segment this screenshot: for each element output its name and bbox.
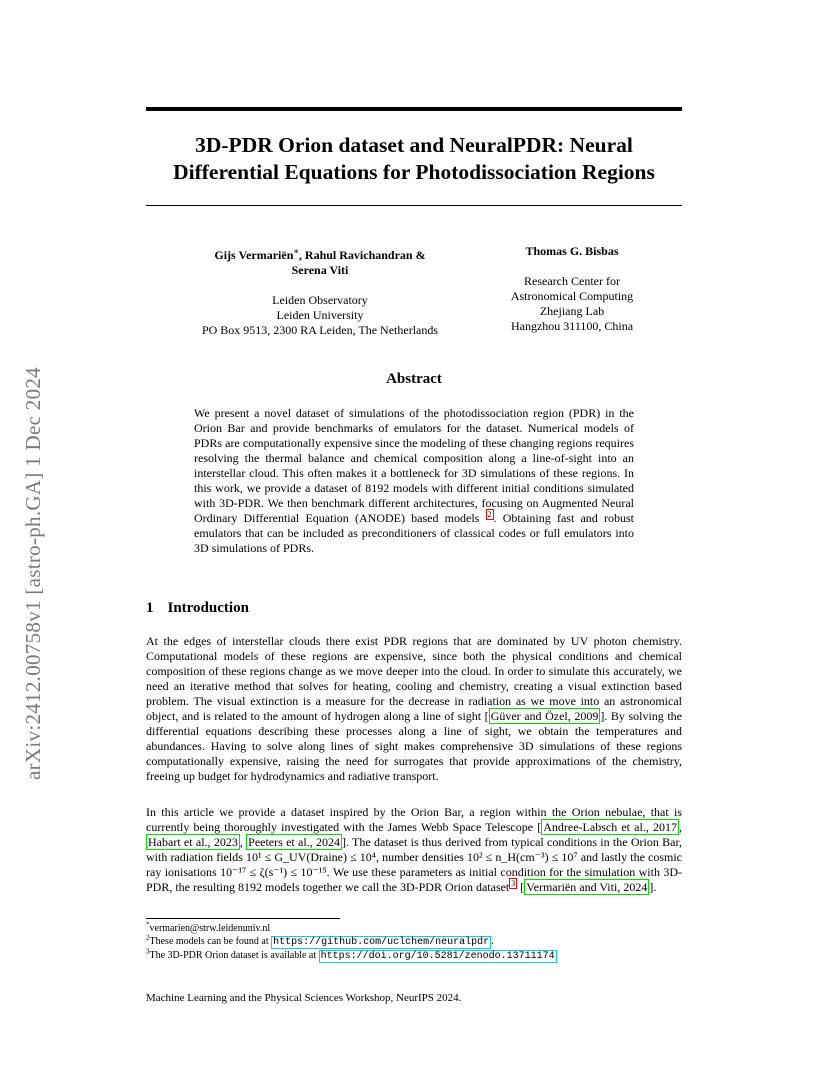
affiliation-line: Leiden University xyxy=(276,308,364,322)
author-name: Thomas G. Bisbas xyxy=(525,244,619,258)
abstract-text: We present a novel dataset of simulations of the photodissociation region (PDR) in the Orion Bar and provide benchmarks of emulators for the dataset. Numerical models of PDRs are computationally expensive since the modeling of these changing regions requires resolving the thermal balance and chemical composition along a line-of-sight into an interstellar cloud. This often makes it a bottleneck for 3D simulations of these regions. In this work, we provide a dataset of 8192 models with different initial conditions simulated with 3D-PDR. We then benchmark different architectures, focusing on Augmented Neural Ordinary Differential Equation (ANODE) based models $^2$ . Obtaining fast and robust emulators that can be included as preconditioners of classical codes or full emulators into 3D simulations of PDRs. xyxy=(194,406,634,555)
footnote: *vermarien@strw.leidenuniv.nl xyxy=(146,920,271,934)
paragraph: At the edges of interstellar clouds there exist PDR regions that are dominated by UV photon chemistry. Computational models of these regions are expensive, since both the physical conditions and chemical composition of these regions change as we move deeper into the cloud. In order to simulate this accurately, we need an iterative method that solves for heating, cooling and chemistry, creating a visual extinction based problem. The visual extinction is a measure for the decrease in radiation as we move into an astronomical object, and is related to the amount of hydrogen along a line of sight [ Güver and Özel, 2009 ]. By solving the differential equations describing these processes along a line of sight, we obtain the temperatures and abundances. Having to solve along lines of sight makes comprehensive 3D simulations of these regions computationally expensive, raising the need for surrogates that provide approximations of the chemistry, freeing up budget for hydrodynamics and radiative transport. xyxy=(146,634,682,783)
paper-title xyxy=(146,132,682,186)
title-bottom-rule xyxy=(146,205,682,206)
author-block-right xyxy=(492,244,652,334)
author-names-line2: Serena Viti xyxy=(291,263,349,277)
title-line-1: 3D-PDR Orion dataset and NeuralPDR: Neural xyxy=(195,133,633,157)
footnote-rule xyxy=(146,918,340,919)
paragraph: In this article we provide a dataset inspired by the Orion Bar, a region within the Orion nebulae, that is currently being thoroughly investigated with the James Webb Space Telescope [ Andree-Labsch et al., 2017 , Habart et al., 2023 , Peeters et al., 2024 ]. The dataset is thus derived from typical conditions in the Orion Bar, with radiation fields 10¹ ≤ G_UV(Draine) ≤ 10⁴, number densities 10² ≤ n_H(cm⁻³) ≤ 10⁷ and lastly the cosmic ray ionisations 10⁻¹⁷ ≤ ζ(s⁻¹) ≤ 10⁻¹⁵. We use these parameters as initial condition for the simulation with 3D-PDR, the resulting 8192 models together we call the 3D-PDR Orion dataset $^3$ [ Vermariën and Viti, 2024 ]. xyxy=(146,805,683,894)
footnote-link[interactable]: 3 xyxy=(511,879,516,888)
author-block-left xyxy=(180,244,460,338)
arxiv-identifier: arXiv:2412.00758v1 [astro-ph.GA] 1 Dec 2024 xyxy=(21,367,45,780)
footnote: $^2$These models can be found at https://github.com/uclchem/neuralpdr . xyxy=(146,933,494,948)
footnote-link[interactable]: 2 xyxy=(487,510,492,519)
author-names-line1: Gijs Vermariën∗, Rahul Ravichandran & xyxy=(214,247,426,262)
title-top-rule xyxy=(146,107,682,111)
zenodo-link[interactable]: https://doi.org/10.5281/zenodo.13711174 xyxy=(320,951,555,962)
citation-link[interactable]: Andree-Labsch et al., 2017 xyxy=(543,820,677,834)
section-title: Introduction xyxy=(167,600,249,616)
section-heading xyxy=(146,600,249,617)
venue-footer: Machine Learning and the Physical Sciences Workshop, NeurIPS 2024. xyxy=(146,992,462,1004)
affiliation-line: PO Box 9513, 2300 RA Leiden, The Netherlands xyxy=(201,323,439,337)
github-link[interactable]: https://github.com/uclchem/neuralpdr xyxy=(273,937,490,948)
citation-link[interactable]: Peeters et al., 2024 xyxy=(248,835,340,849)
citation-link[interactable]: Güver and Özel, 2009 xyxy=(490,709,599,723)
section-number: 1 xyxy=(146,600,154,616)
abstract-heading: Abstract xyxy=(386,371,442,387)
footnote: $^3$The 3D-PDR Orion dataset is available at https://doi.org/10.5281/zenodo.13711174 xyxy=(146,947,555,962)
citation-link[interactable]: Vermariën and Viti, 2024 xyxy=(526,880,648,894)
affiliation-line: Hangzhou 311100, China xyxy=(510,319,634,333)
affiliation-line: Research Center for xyxy=(524,274,620,288)
affiliation-line: Leiden Observatory xyxy=(272,293,368,307)
affiliation-line: Zhejiang Lab xyxy=(539,304,605,318)
citation-link[interactable]: Habart et al., 2023 xyxy=(148,835,238,849)
affiliation-line: Astronomical Computing xyxy=(510,289,634,303)
title-line-2: Differential Equations for Photodissociation Regions xyxy=(173,160,655,184)
